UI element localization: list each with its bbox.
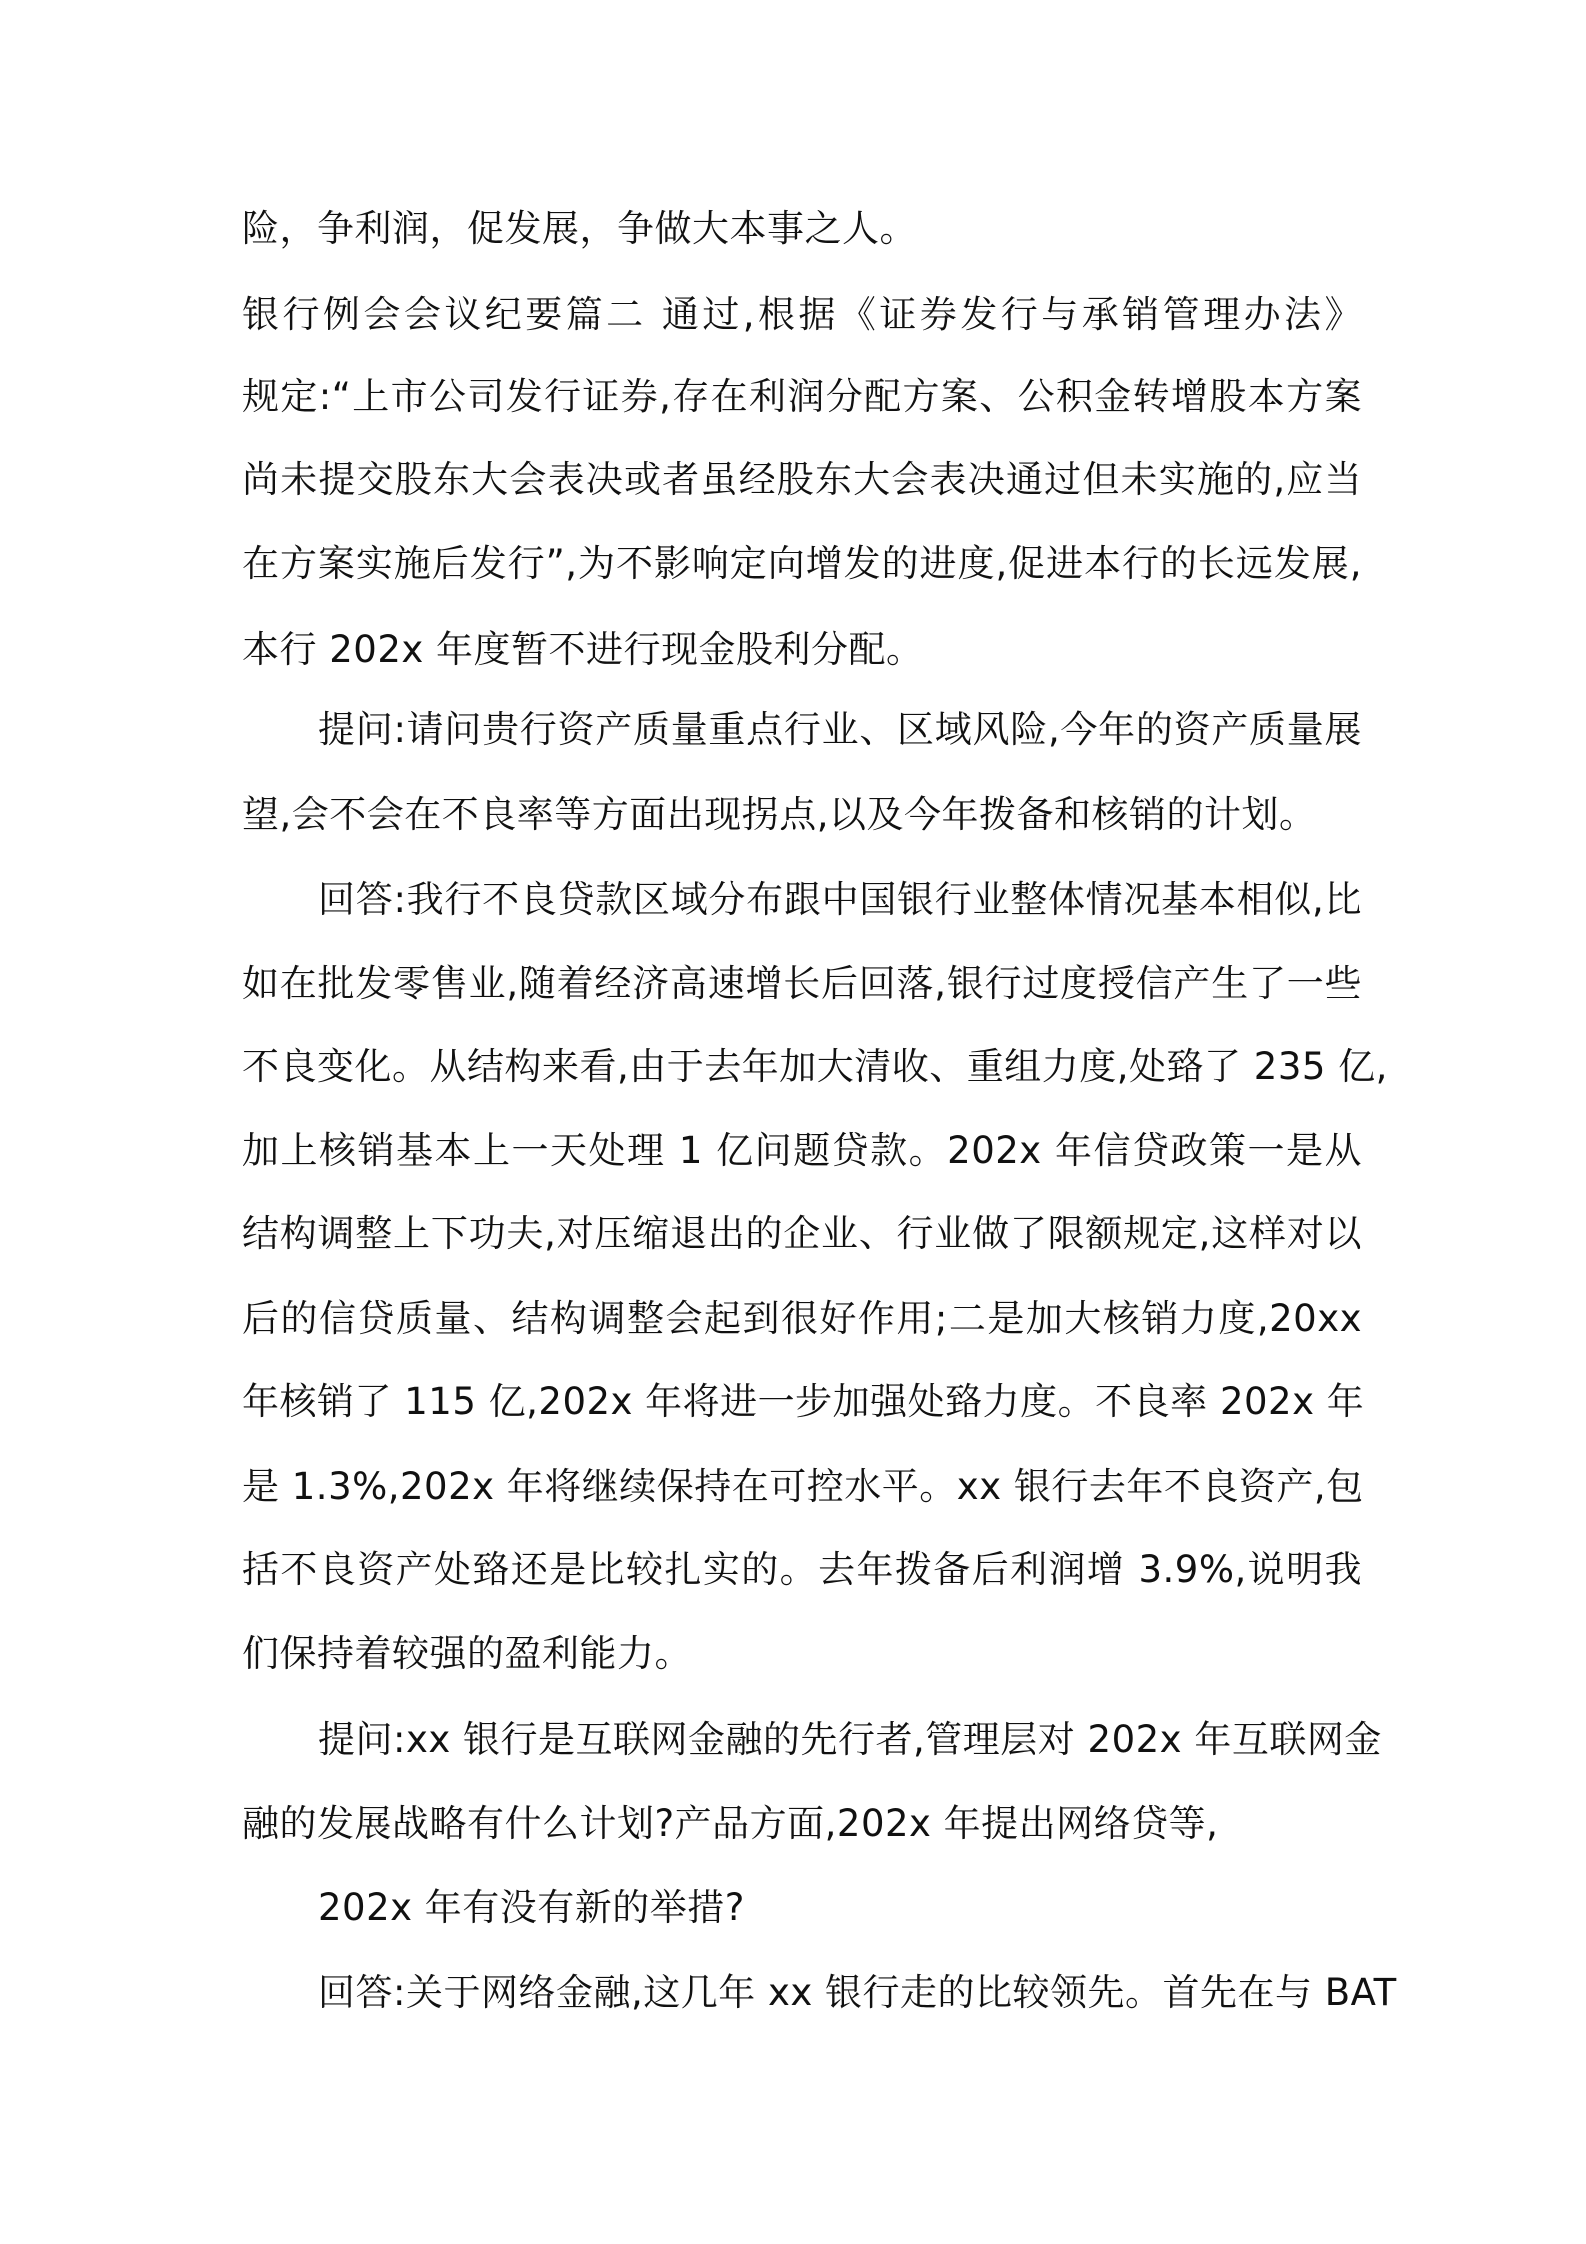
- answer-1-line-6: 后的信贷质量、结构调整会起到很好作用;二是加大核销力度,20xx: [242, 1297, 1362, 1340]
- question-1-line-2: 望,会不会在不良率等方面出现拐点,以及今年拨备和核销的计划。: [242, 793, 1317, 836]
- question-2-line-1: 提问:xx 银行是互联网金融的先行者,管理层对 202x 年互联网金: [318, 1718, 1382, 1761]
- answer-1-line-8: 是 1.3%,202x 年将继续保持在可控水平。xx 银行去年不良资产,包: [242, 1465, 1364, 1508]
- answer-1-line-5: 结构调整上下功夫,对压缩退出的企业、行业做了限额规定,这样对以: [242, 1212, 1362, 1255]
- question-1-line-1: 提问:请问贵行资产质量重点行业、区域风险,今年的资产质量展: [318, 708, 1362, 751]
- answer-1-line-4: 加上核销基本上一天处理 1 亿问题贷款。202x 年信贷政策一是从: [242, 1129, 1362, 1172]
- text-line-2: 银行例会会议纪要篇二 通过,根据《证券发行与承销管理办法》: [242, 293, 1362, 336]
- answer-1-line-9: 括不良资产处臵还是比较扎实的。去年拨备后利润增 3.9%,说明我: [242, 1548, 1362, 1591]
- answer-1-line-2: 如在批发零售业,随着经济高速增长后回落,银行过度授信产生了一些: [242, 962, 1362, 1005]
- text-line-3: 规定:“上市公司发行证券,存在利润分配方案、公积金转增股本方案: [242, 375, 1362, 418]
- text-line-5: 在方案实施后发行”,为不影响定向增发的进度,促进本行的长远发展,: [242, 542, 1362, 585]
- text-line-4: 尚未提交股东大会表决或者虽经股东大会表决通过但未实施的,应当: [242, 458, 1362, 501]
- text-line-6: 本行 202x 年度暂不进行现金股利分配。: [242, 628, 924, 671]
- answer-1-line-7: 年核销了 115 亿,202x 年将进一步加强处臵力度。不良率 202x 年: [242, 1380, 1365, 1423]
- answer-1-line-3: 不良变化。从结构来看,由于去年加大清收、重组力度,处臵了 235 亿,: [242, 1045, 1388, 1088]
- question-2-line-3: 202x 年有没有新的举措?: [318, 1886, 745, 1929]
- answer-2-line-1: 回答:关于网络金融,这几年 xx 银行走的比较领先。首先在与 BAT: [318, 1971, 1397, 2014]
- answer-1-line-10: 们保持着较强的盈利能力。: [242, 1632, 692, 1675]
- question-2-line-2: 融的发展战略有什么计划?产品方面,202x 年提出网络贷等,: [242, 1802, 1219, 1845]
- text-line-1: 险，争利润，促发展，争做大本事之人。: [242, 207, 917, 250]
- answer-1-line-1: 回答:我行不良贷款区域分布跟中国银行业整体情况基本相似,比: [318, 878, 1362, 921]
